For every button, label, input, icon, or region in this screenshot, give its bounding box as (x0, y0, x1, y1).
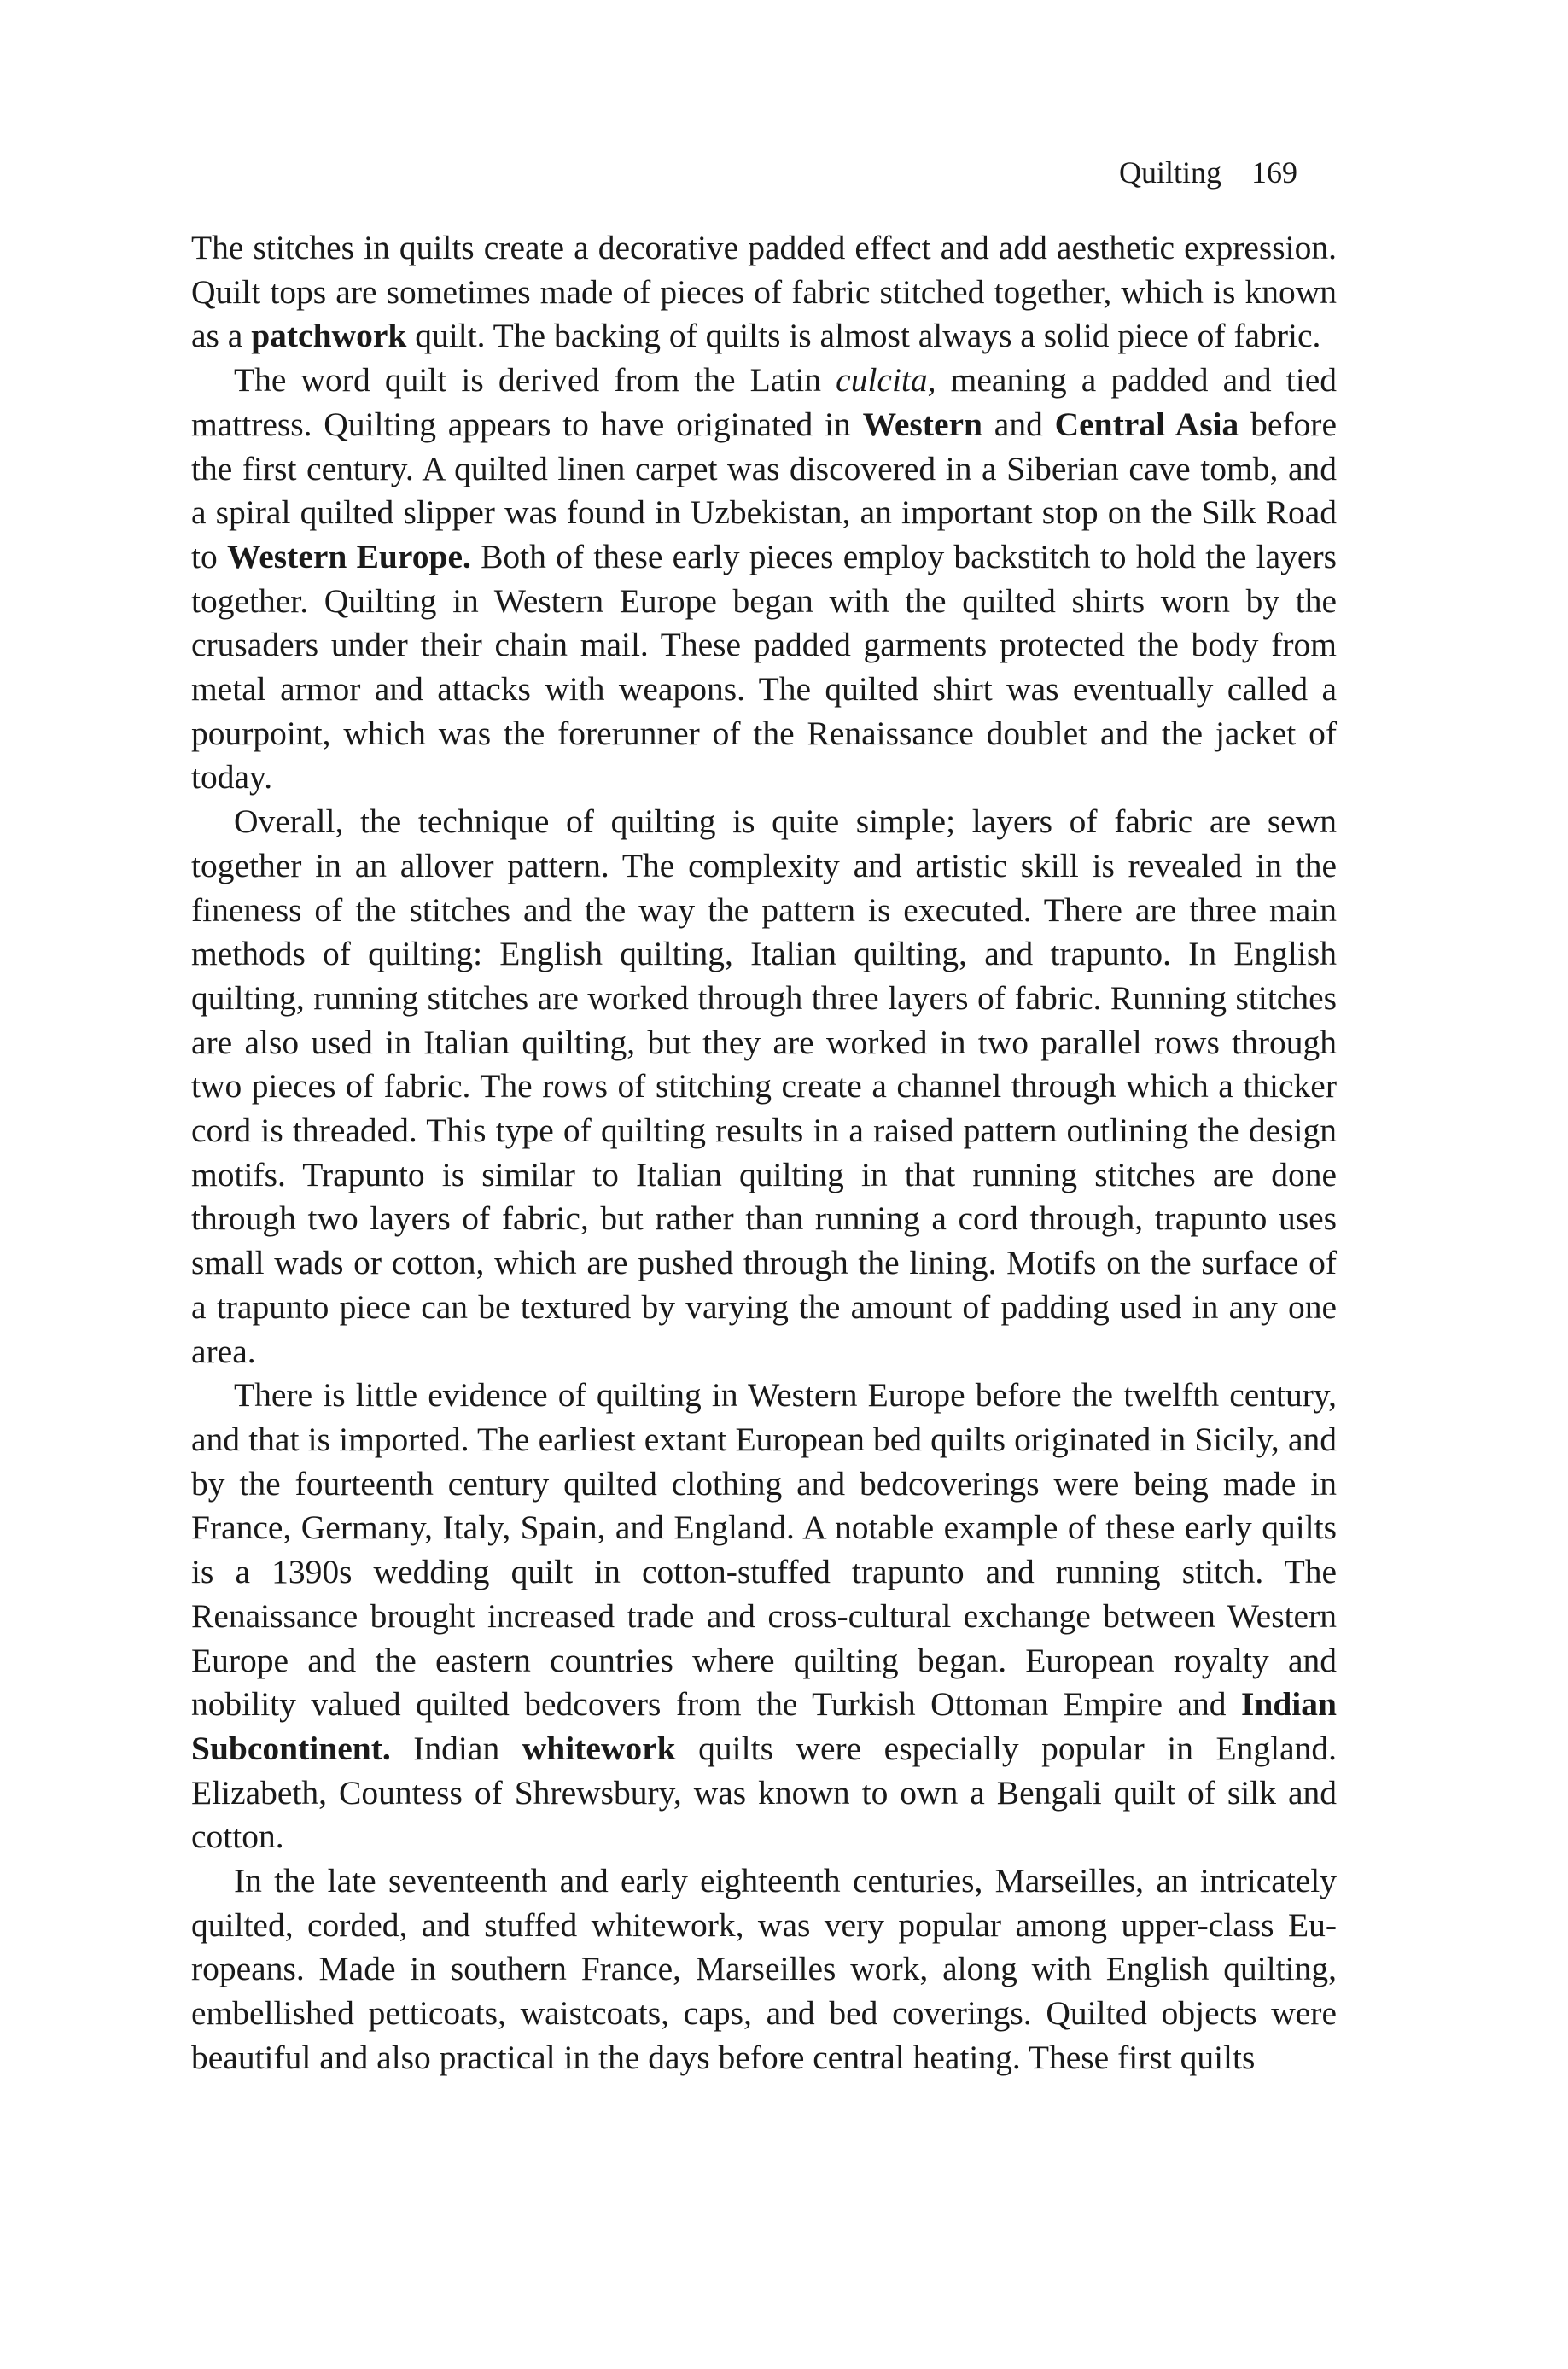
text-run: quilt. The backing of quilts is almost always a solid piece of fabric. (406, 317, 1321, 355)
text-run: The word quilt is derived from the Latin (234, 361, 836, 400)
text-run: Indian (390, 1729, 522, 1767)
text-run: before the first century. A quilted linen carpet was discovered in a Siberian cave tomb, and a spiral quilted slipper was found in Uzbekistan, an important stop on the Silk Road to (191, 405, 1337, 575)
paragraph (191, 1859, 1337, 2080)
text-run: quilts were especially popular in England. Elizabeth, Countess of Shrewsbury, was known to own a Bengali quilt of silk and cotton. (191, 1729, 1337, 1856)
text-run: There is little evidence of quilting in Western Europe before the twelfth century, and that is imported. The earliest extant European bed quilts originated in Sicily, and by the fourteenth century quilted clothing and bedcoverings were being made in France, Germany, Italy, Spain, and England. A notable example of these early quilts is a 1390s wedding quilt in cotton-stuffed trapunto and running stitch. The Renaissance brought increased trade and cross-cultural exchange between Western Europe and the eastern countries where quilting began. European royalty and nobility valued quilted bedcovers from the Turkish Ottoman Empire and (191, 1376, 1337, 1724)
running-title: Quilting (1118, 155, 1221, 190)
page-number: 169 (1251, 155, 1297, 190)
key-term: Western (862, 405, 982, 443)
text-run: The stitches in quilts create a decorative padded effect and add aesthetic expression. Quilt tops are sometimes made of pieces of fabric stitched together, which is known as a (191, 229, 1337, 355)
running-header (1119, 152, 1297, 193)
text-run: In the late seventeenth and early eighteenth centuries, Marseilles, an intricately quilted, corded, and stuffed whitework, was very popular among upper-class Europeans. Made in southern France, Marseilles work, along with English quilting, embellished petticoats, waistcoats, caps, and bed coverings. Quilted objects were beautiful and also practical in the days before central heating. These first quilts (191, 1862, 1337, 2076)
key-term: Indian Subcontinent. (191, 1685, 1337, 1767)
paragraph (191, 1374, 1337, 1859)
paragraph (191, 800, 1337, 1374)
body-text (191, 226, 1337, 2080)
text-run: meaning a padded and tied mattress. Quilting appears to have originated in (191, 361, 1337, 443)
text-run: Both of these early pieces employ backstitch to hold the layers together. Quilting in Western Europe began with the quilted shirts worn by the crusaders under their chain mail. These padded garments protected the body from metal armor and attacks with weapons. The quilted shirt was eventually called a pourpoint, which was the forerunner of the Renaissance doublet and the jacket of today. (191, 537, 1337, 796)
paragraph (191, 226, 1337, 359)
key-term: Western Europe. (226, 537, 471, 575)
text-run: Overall, the technique of quilting is quite simple; layers of fabric are sewn together in an allover pattern. The complexity and artistic skill is revealed in the fineness of the stitches and the way the pattern is executed. There are three main methods of quilting: English quilting, Italian quilting, and trapunto. In English quilting, running stitches are worked through three layers of fabric. Running stitches are also used in Italian quilting, but they are worked in two parallel rows through two pieces of fabric. The rows of stitching create a channel through which a thicker cord is threaded. This type of quilting results in a raised pattern outlining the design motifs. Trapunto is similar to Italian quilting in that running stitches are done through two layers of fabric, but rather than running a cord through, trapunto uses small wads or cotton, which are pushed through the lining. Motifs on the surface of a trapunto piece can be textured by varying the amount of padding used in any one area. (191, 802, 1337, 1370)
key-term: patchwork (251, 317, 407, 355)
key-term: whitework (522, 1729, 676, 1767)
text-run: and (982, 405, 1055, 443)
paragraph (191, 359, 1337, 800)
key-term: Central Asia (1054, 405, 1239, 443)
latin-term: culcita, (836, 361, 936, 400)
